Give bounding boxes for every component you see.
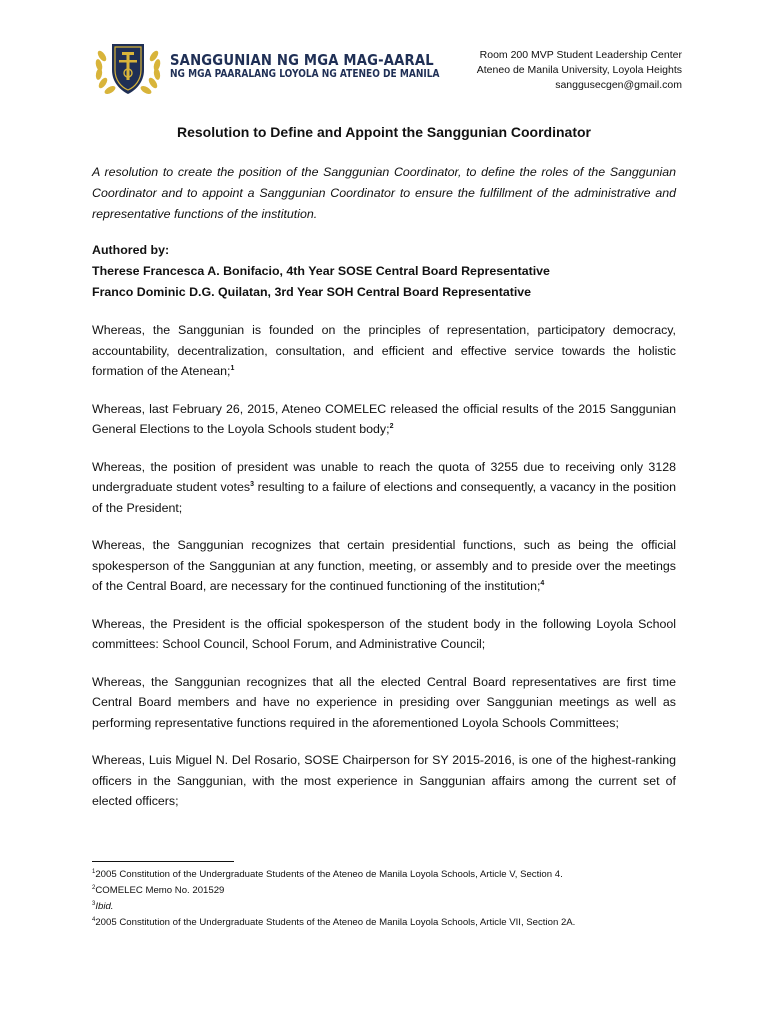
whereas-clause: Whereas, last February 26, 2015, Ateneo COMELEC released the official results of the 2015 Sanggunian General Elections to the Loyola Schools student body;$^2$ [92, 401, 676, 436]
document-title: Resolution to Define and Appoint the Sanggunian Coordinator [176, 124, 591, 140]
footnote-ref: 1 [230, 364, 235, 372]
authors-block [92, 240, 676, 303]
authored-by-label: Authored by: [92, 243, 170, 257]
author-line: Franco Dominic D.G. Quilatan, 3rd Year SOH Central Board Representative [92, 285, 532, 299]
footnote: $^3$Ibid. [92, 900, 114, 912]
footnote: $^4$2005 Constitution of the Undergraduate Students of the Ateneo de Manila Loyola Schools, Article VII, Section 2A. [92, 916, 576, 928]
organization-subname: NG MGA PAARALANG LOYOLA NG ATENEO DE MANILA [170, 68, 440, 80]
whereas-clause: Whereas, the Sanggunian recognizes that certain presidential functions, such as being the official spokesperson of the Sanggunian at any function, meeting, or assembly and to preside over the meetings of the Central Board, are necessary for the continued functioning of the institution;$^4$ [92, 538, 676, 593]
whereas-clause: Whereas, the position of president was unable to reach the quota of 3255 due to receiving only 3128 undergraduate student votes$^3$ resulting to a failure of elections and consequently, a vacancy in the position of the President; [92, 459, 676, 515]
contact-email: sanggusecgen@gmail.com [555, 79, 682, 91]
footnote: $^1$2005 Constitution of the Undergraduate Students of the Ateneo de Manila Loyola Schools, Article V, Section 4. [92, 868, 563, 880]
address-line-1: Room 200 MVP Student Leadership Center [479, 49, 682, 61]
document-body [92, 122, 676, 829]
sanggunian-seal-logo-icon [92, 40, 164, 98]
whereas-clause: Whereas, the Sanggunian is founded on the principles of representation, participatory democracy, accountability, decentralization, consultation, and efficient and effective service towards the holistic formation of the Atenean;$^1$ [92, 323, 676, 378]
organization-name-block [170, 51, 440, 81]
resolution-abstract: A resolution to create the position of the Sanggunian Coordinator, to define the roles of the Sanggunian Coordinator and to appoint a Sanggunian Coordinator to ensure the fulfillment of the administrative and representative functions of the institution. [92, 165, 676, 221]
footnotes [92, 861, 676, 931]
address-line-2: Ateneo de Manila University, Loyola Heights [476, 64, 682, 76]
organization-name: SANGGUNIAN NG MGA MAG-AARAL [170, 51, 434, 69]
footnote-ref: 4 [540, 579, 545, 587]
author-line: Therese Francesca A. Bonifacio, 4th Year SOSE Central Board Representative [92, 264, 550, 278]
whereas-clause: Whereas, the President is the official spokesperson of the student body in the following Loyola School committees: School Council, School Forum, and Administrative Council; [92, 616, 676, 651]
whereas-clause: Whereas, the Sanggunian recognizes that all the elected Central Board representatives are first time Central Board members and have no experience in presiding over Sanggunian meetings as well as performing representative functions required in the aforementioned Loyola Schools Committees; [92, 674, 676, 730]
address-block [477, 48, 682, 93]
whereas-clause: Whereas, Luis Miguel N. Del Rosario, SOSE Chairperson for SY 2015-2016, is one of the highest-ranking officers in the Sanggunian, with the most experience in Sanggunian affairs among the current set of elected officers; [92, 753, 676, 808]
letterhead [92, 40, 682, 100]
footnote-ref: 3 [250, 480, 254, 488]
footnote: $^2$COMELEC Memo No. 201529 [92, 884, 225, 896]
footnote-ref: 2 [389, 422, 394, 430]
footnote-divider [92, 861, 234, 862]
